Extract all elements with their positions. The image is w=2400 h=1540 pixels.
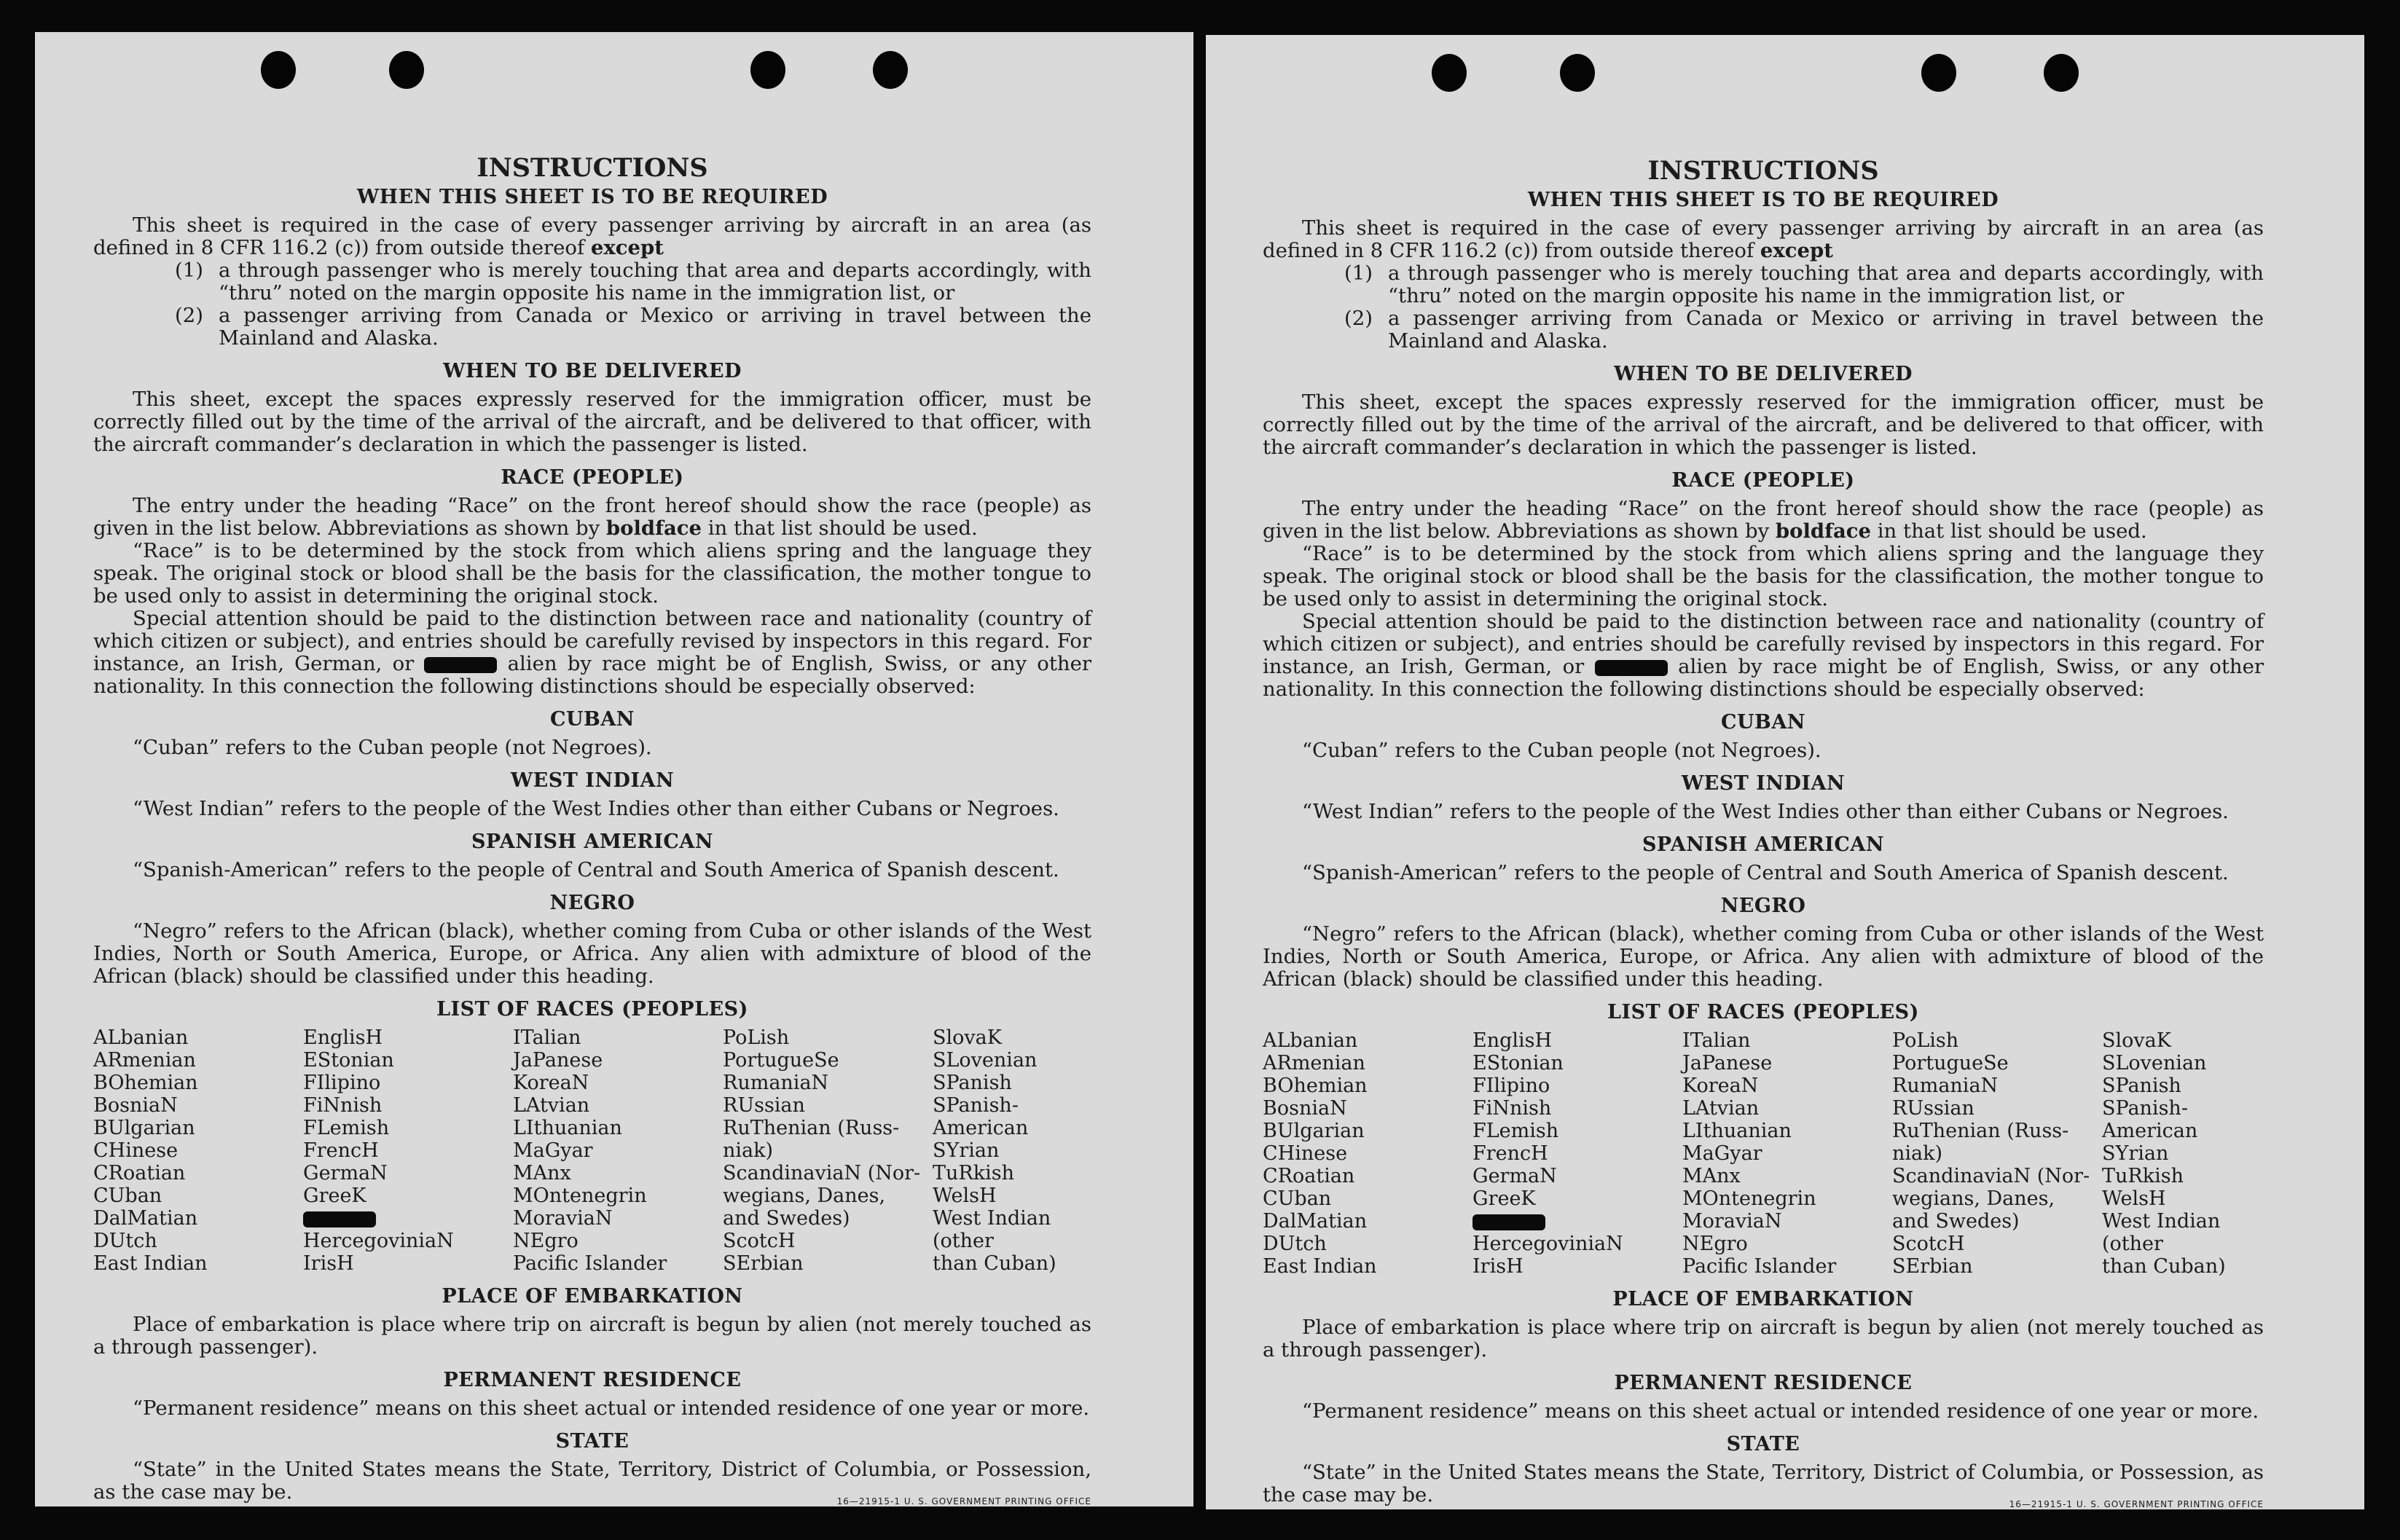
section-heading-race: RACE (PEOPLE) [501, 466, 684, 489]
race-entry: East Indian [93, 1252, 208, 1275]
section-heading-spanish-american: SPANISH AMERICAN [471, 830, 714, 853]
race-entry: FIlipino [303, 1072, 381, 1094]
race-entry: CUban [1263, 1187, 1332, 1210]
race-entry: WelsH [933, 1185, 997, 1207]
section-heading-west-indian: WEST INDIAN [510, 769, 675, 792]
embarkation-text: Place of embarkation is place where trip on aircraft is begun by alien (not merely touched as a through passenger). [1263, 1316, 2264, 1362]
race-entry: DalMatian [93, 1207, 198, 1230]
race-entry: EStonian [303, 1049, 394, 1072]
race-entry: West Indian (other than Cuban) [933, 1207, 1056, 1275]
race-entry: MAnx [1682, 1165, 1741, 1187]
race-entry: CRoatian [1263, 1165, 1355, 1187]
state-text: “State” in the United States means the State, Territory, District of Columbia, or Possession, as the case may be. [1263, 1461, 2264, 1506]
delivered-text: This sheet, except the spaces expressly reserved for the immigration officer, must be correctly filled out by the time of the arrival of the aircraft, and be delivered to that officer, with the aircraft commander’s declaration in which the passenger is listed. [93, 388, 1091, 456]
race-entry: ARmenian [1263, 1052, 1365, 1075]
race-entry: Pacific Islander [513, 1252, 667, 1275]
race-entry: Pacific Islander [1682, 1255, 1837, 1278]
race-entry: CRoatian [93, 1162, 186, 1185]
race-list [93, 1026, 1091, 1275]
page-title: INSTRUCTIONS [477, 153, 708, 183]
race-entry: ScotcH [723, 1230, 796, 1252]
race-column [93, 1026, 303, 1275]
section-heading-negro: NEGRO [1720, 895, 1806, 917]
section-heading-delivered: WHEN TO BE DELIVERED [443, 360, 742, 382]
race-entry: SLovenian [933, 1049, 1038, 1072]
race-entry: BOhemian [1263, 1075, 1368, 1097]
race-entry: RumaniaN [1892, 1075, 1999, 1097]
race-entry: BosniaN [93, 1094, 178, 1117]
redaction-mark [1472, 1210, 1682, 1233]
race-entry: RumaniaN [723, 1072, 829, 1094]
race-entry: SYrian [2102, 1142, 2169, 1165]
race-entry: FLemish [1472, 1120, 1559, 1142]
printer-imprint: 16—21915-1 U. S. GOVERNMENT PRINTING OFFICE [836, 1496, 1091, 1506]
race-entry: BosniaN [1263, 1097, 1347, 1120]
cuban-text: “Cuban” refers to the Cuban people (not Negroes). [133, 736, 652, 759]
race-entry: PoLish [723, 1026, 790, 1049]
spanish-american-text: “Spanish-American” refers to the people of Central and South America of Spanish descent. [133, 858, 1059, 881]
exception-item: (1) a through passenger who is merely touching that area and departs accordingly, with “thru” noted on the margin opposite his name in the immigration list, or [1344, 262, 2264, 307]
section-heading-race-list: LIST OF RACES (PEOPLES) [436, 998, 748, 1021]
delivered-text: This sheet, except the spaces expressly reserved for the immigration officer, must be correctly filled out by the time of the arrival of the aircraft, and be delivered to that officer, with the aircraft commander’s declaration in which the passenger is listed. [1263, 390, 2264, 459]
section-heading-negro: NEGRO [549, 892, 635, 914]
race-entry: TuRkish [2102, 1165, 2184, 1187]
section-heading-cuban: CUBAN [550, 708, 635, 731]
race-entry: EnglisH [1472, 1029, 1553, 1052]
race-entry: SErbian [1892, 1255, 1973, 1278]
punch-hole [1432, 54, 1467, 92]
race-column [1892, 1029, 2102, 1278]
race-entry: FiNnish [1472, 1097, 1552, 1120]
race-entry: ALbanian [1263, 1029, 1358, 1052]
exception-item: (2) a passenger arriving from Canada or Mexico or arriving in travel between the Mainland and Alaska. [175, 304, 1091, 350]
section-heading-embarkation: PLACE OF EMBARKATION [442, 1285, 743, 1308]
race-entry: MOntenegrin [1682, 1187, 1816, 1210]
race-entry: MoraviaN [513, 1207, 613, 1230]
instruction-sheet-left [35, 32, 1193, 1506]
race-entry: BUlgarian [1263, 1120, 1365, 1142]
race-entry: RuThenian (Russ- niak) [1892, 1120, 2069, 1165]
section-heading-state: STATE [555, 1430, 630, 1453]
printer-imprint: 16—21915-1 U. S. GOVERNMENT PRINTING OFFICE [2009, 1499, 2264, 1509]
race-entry: ITalian [1682, 1029, 1751, 1052]
race-entry: IrisH [1472, 1255, 1523, 1278]
race-entry: RUssian [723, 1094, 805, 1117]
section-heading-west-indian: WEST INDIAN [1681, 772, 1846, 795]
race-entry: KoreaN [1682, 1075, 1759, 1097]
race-entry: PortugueSe [723, 1049, 839, 1072]
residence-text: “Permanent residence” means on this sheet actual or intended residence of one year or more. [133, 1396, 1090, 1420]
race-entry: GermaN [303, 1162, 388, 1185]
west-indian-text: “West Indian” refers to the people of the West Indies other than either Cubans or Negroes. [133, 797, 1059, 820]
race-entry: GreeK [303, 1185, 366, 1207]
punch-hole [873, 51, 908, 89]
race-entry: MOntenegrin [513, 1185, 647, 1207]
punch-hole [1560, 54, 1595, 92]
race-column [1682, 1029, 1892, 1278]
race-entry: East Indian [1263, 1255, 1377, 1278]
race-paragraph-3: Special attention should be paid to the distinction between race and nationality (country of which citizen or subject), and entries should be carefully revised by inspectors in this regard. For instance, an Irish, German, or alien by race might be of English, Swiss, or any other nationality. In this connection the following distinctions should be especially observed: [93, 607, 1091, 698]
race-entry: PortugueSe [1892, 1052, 2009, 1075]
page-title: INSTRUCTIONS [1647, 156, 1879, 186]
race-entry: NEgro [513, 1230, 579, 1252]
race-entry: LIthuanian [1682, 1120, 1792, 1142]
race-entry: MAnx [513, 1162, 571, 1185]
section-heading-race: RACE (PEOPLE) [1671, 469, 1855, 492]
race-entry: NEgro [1682, 1233, 1748, 1255]
race-entry: SlovaK [933, 1026, 1002, 1049]
race-entry: DUtch [1263, 1233, 1327, 1255]
race-entry: EStonian [1472, 1052, 1564, 1075]
race-list [1263, 1029, 2264, 1278]
race-entry: MaGyar [1682, 1142, 1762, 1165]
negro-text: “Negro” refers to the African (black), whether coming from Cuba or other islands of the West Indies, North or South America, Europe, or Africa. Any alien with admixture of blood of the African (black) should be classified under this heading. [1263, 922, 2264, 991]
state-text: “State” in the United States means the State, Territory, District of Columbia, or Possession, as the case may be. [93, 1458, 1091, 1504]
race-paragraph-1: The entry under the heading “Race” on the front hereof should show the race (people) as given in the list below. Abbreviations as shown by boldface in that list should be used. [93, 494, 1091, 540]
section-heading-state: STATE [1726, 1433, 1800, 1455]
punch-hole [2044, 54, 2079, 92]
race-entry: WelsH [2102, 1187, 2166, 1210]
race-entry: BOhemian [93, 1072, 198, 1094]
race-entry: SPanish-American [933, 1094, 1029, 1139]
race-entry: DalMatian [1263, 1210, 1368, 1233]
race-entry: ScotcH [1892, 1233, 1965, 1255]
section-heading-race-list: LIST OF RACES (PEOPLES) [1607, 1001, 1919, 1024]
race-entry: CUban [93, 1185, 162, 1207]
race-column [723, 1026, 933, 1275]
race-entry: SErbian [723, 1252, 804, 1275]
race-entry: ScandinaviaN (Nor- wegians, Danes, and Swedes) [723, 1162, 921, 1230]
redaction-mark [424, 657, 497, 673]
race-entry: BUlgarian [93, 1117, 195, 1139]
race-column [1263, 1029, 1472, 1278]
race-entry: FIlipino [1472, 1075, 1550, 1097]
race-paragraph-3: Special attention should be paid to the distinction between race and nationality (country of which citizen or subject), and entries should be carefully revised by inspectors in this regard. For instance, an Irish, German, or alien by race might be of English, Swiss, or any other nationality. In this connection the following distinctions should be especially observed: [1263, 610, 2264, 701]
race-entry: FLemish [303, 1117, 390, 1139]
punch-hole [261, 51, 296, 89]
race-entry: RUssian [1892, 1097, 1974, 1120]
race-entry: DUtch [93, 1230, 157, 1252]
race-entry: SPanish [2102, 1075, 2181, 1097]
section-heading-delivered: WHEN TO BE DELIVERED [1614, 363, 1913, 385]
race-entry: SLovenian [2102, 1052, 2207, 1075]
redaction-mark [1595, 660, 1668, 676]
negro-text: “Negro” refers to the African (black), whether coming from Cuba or other islands of the West Indies, North or South America, Europe, or Africa. Any alien with admixture of blood of the African (black) should be classified under this heading. [93, 919, 1091, 988]
section-heading-cuban: CUBAN [1721, 711, 1805, 734]
redaction-mark [303, 1207, 513, 1230]
west-indian-text: “West Indian” refers to the people of the West Indies other than either Cubans or Negroes. [1302, 800, 2229, 823]
race-entry: FrencH [1472, 1142, 1548, 1165]
instruction-sheet-right [1206, 35, 2364, 1509]
race-entry: EnglisH [303, 1026, 383, 1049]
race-entry: CHinese [93, 1139, 179, 1162]
race-entry: SYrian [933, 1139, 1000, 1162]
race-entry: MaGyar [513, 1139, 593, 1162]
race-entry: SPanish [933, 1072, 1012, 1094]
race-entry: ARmenian [93, 1049, 196, 1072]
race-entry: IrisH [303, 1252, 354, 1275]
race-entry: ITalian [513, 1026, 581, 1049]
punch-hole [1921, 54, 1956, 92]
exception-item: (1) a through passenger who is merely touching that area and departs accordingly, with “thru” noted on the margin opposite his name in the immigration list, or [175, 259, 1091, 305]
race-entry: RuThenian (Russ- niak) [723, 1117, 900, 1162]
race-entry: LAtvian [1682, 1097, 1760, 1120]
race-paragraph-2: “Race” is to be determined by the stock from which aliens spring and the language they speak. The original stock or blood shall be the basis for the classification, the mother tongue to be used only to assist in determining the original stock. [1263, 542, 2264, 610]
race-entry: GreeK [1472, 1187, 1536, 1210]
section-heading-embarkation: PLACE OF EMBARKATION [1612, 1288, 1914, 1311]
race-entry: PoLish [1892, 1029, 1959, 1052]
race-entry: HercegoviniaN [303, 1230, 454, 1252]
race-entry: ALbanian [93, 1026, 189, 1049]
race-paragraph-1: The entry under the heading “Race” on the front hereof should show the race (people) as given in the list below. Abbreviations as shown by boldface in that list should be used. [1263, 497, 2264, 543]
required-intro: This sheet is required in the case of every passenger arriving by aircraft in an area (as defined in 8 CFR 116.2 (c)) from outside thereof except [1263, 216, 2264, 262]
race-paragraph-2: “Race” is to be determined by the stock from which aliens spring and the language they speak. The original stock or blood shall be the basis for the classification, the mother tongue to be used only to assist in determining the original stock. [93, 539, 1091, 608]
section-heading-required: WHEN THIS SHEET IS TO BE REQUIRED [356, 186, 828, 208]
race-entry: LAtvian [513, 1094, 590, 1117]
race-entry: JaPanese [1682, 1052, 1773, 1075]
embarkation-text: Place of embarkation is place where trip on aircraft is begun by alien (not merely touched as a through passenger). [93, 1313, 1091, 1359]
race-entry: JaPanese [513, 1049, 603, 1072]
section-heading-residence: PERMANENT RESIDENCE [443, 1369, 742, 1391]
race-entry: KoreaN [513, 1072, 589, 1094]
residence-text: “Permanent residence” means on this sheet actual or intended residence of one year or more. [1302, 1399, 2259, 1423]
section-heading-spanish-american: SPANISH AMERICAN [1642, 833, 1885, 856]
exception-list [1344, 262, 2264, 353]
race-entry: CHinese [1263, 1142, 1348, 1165]
punch-hole [389, 51, 424, 89]
exception-list [175, 259, 1091, 350]
race-column [933, 1026, 1091, 1275]
race-entry: SPanish-American [2102, 1097, 2198, 1142]
race-column [513, 1026, 723, 1275]
required-intro: This sheet is required in the case of every passenger arriving by aircraft in an area (as defined in 8 CFR 116.2 (c)) from outside thereof except [93, 213, 1091, 259]
spanish-american-text: “Spanish-American” refers to the people of Central and South America of Spanish descent. [1302, 861, 2229, 884]
section-heading-required: WHEN THIS SHEET IS TO BE REQUIRED [1527, 189, 1999, 211]
race-entry: GermaN [1472, 1165, 1557, 1187]
race-entry: MoraviaN [1682, 1210, 1782, 1233]
race-column [1472, 1029, 1682, 1278]
punch-hole [750, 51, 785, 89]
race-entry: SlovaK [2102, 1029, 2171, 1052]
race-entry: FiNnish [303, 1094, 383, 1117]
race-entry: HercegoviniaN [1472, 1233, 1623, 1255]
race-entry: ScandinaviaN (Nor- wegians, Danes, and Swedes) [1892, 1165, 2090, 1233]
race-entry: West Indian (other than Cuban) [2102, 1210, 2226, 1278]
race-column [303, 1026, 513, 1275]
cuban-text: “Cuban” refers to the Cuban people (not Negroes). [1302, 739, 1821, 762]
race-entry: TuRkish [933, 1162, 1014, 1185]
exception-item: (2) a passenger arriving from Canada or Mexico or arriving in travel between the Mainland and Alaska. [1344, 307, 2264, 353]
race-column [2102, 1029, 2264, 1278]
race-entry: FrencH [303, 1139, 379, 1162]
race-entry: LIthuanian [513, 1117, 622, 1139]
section-heading-residence: PERMANENT RESIDENCE [1614, 1372, 1913, 1394]
